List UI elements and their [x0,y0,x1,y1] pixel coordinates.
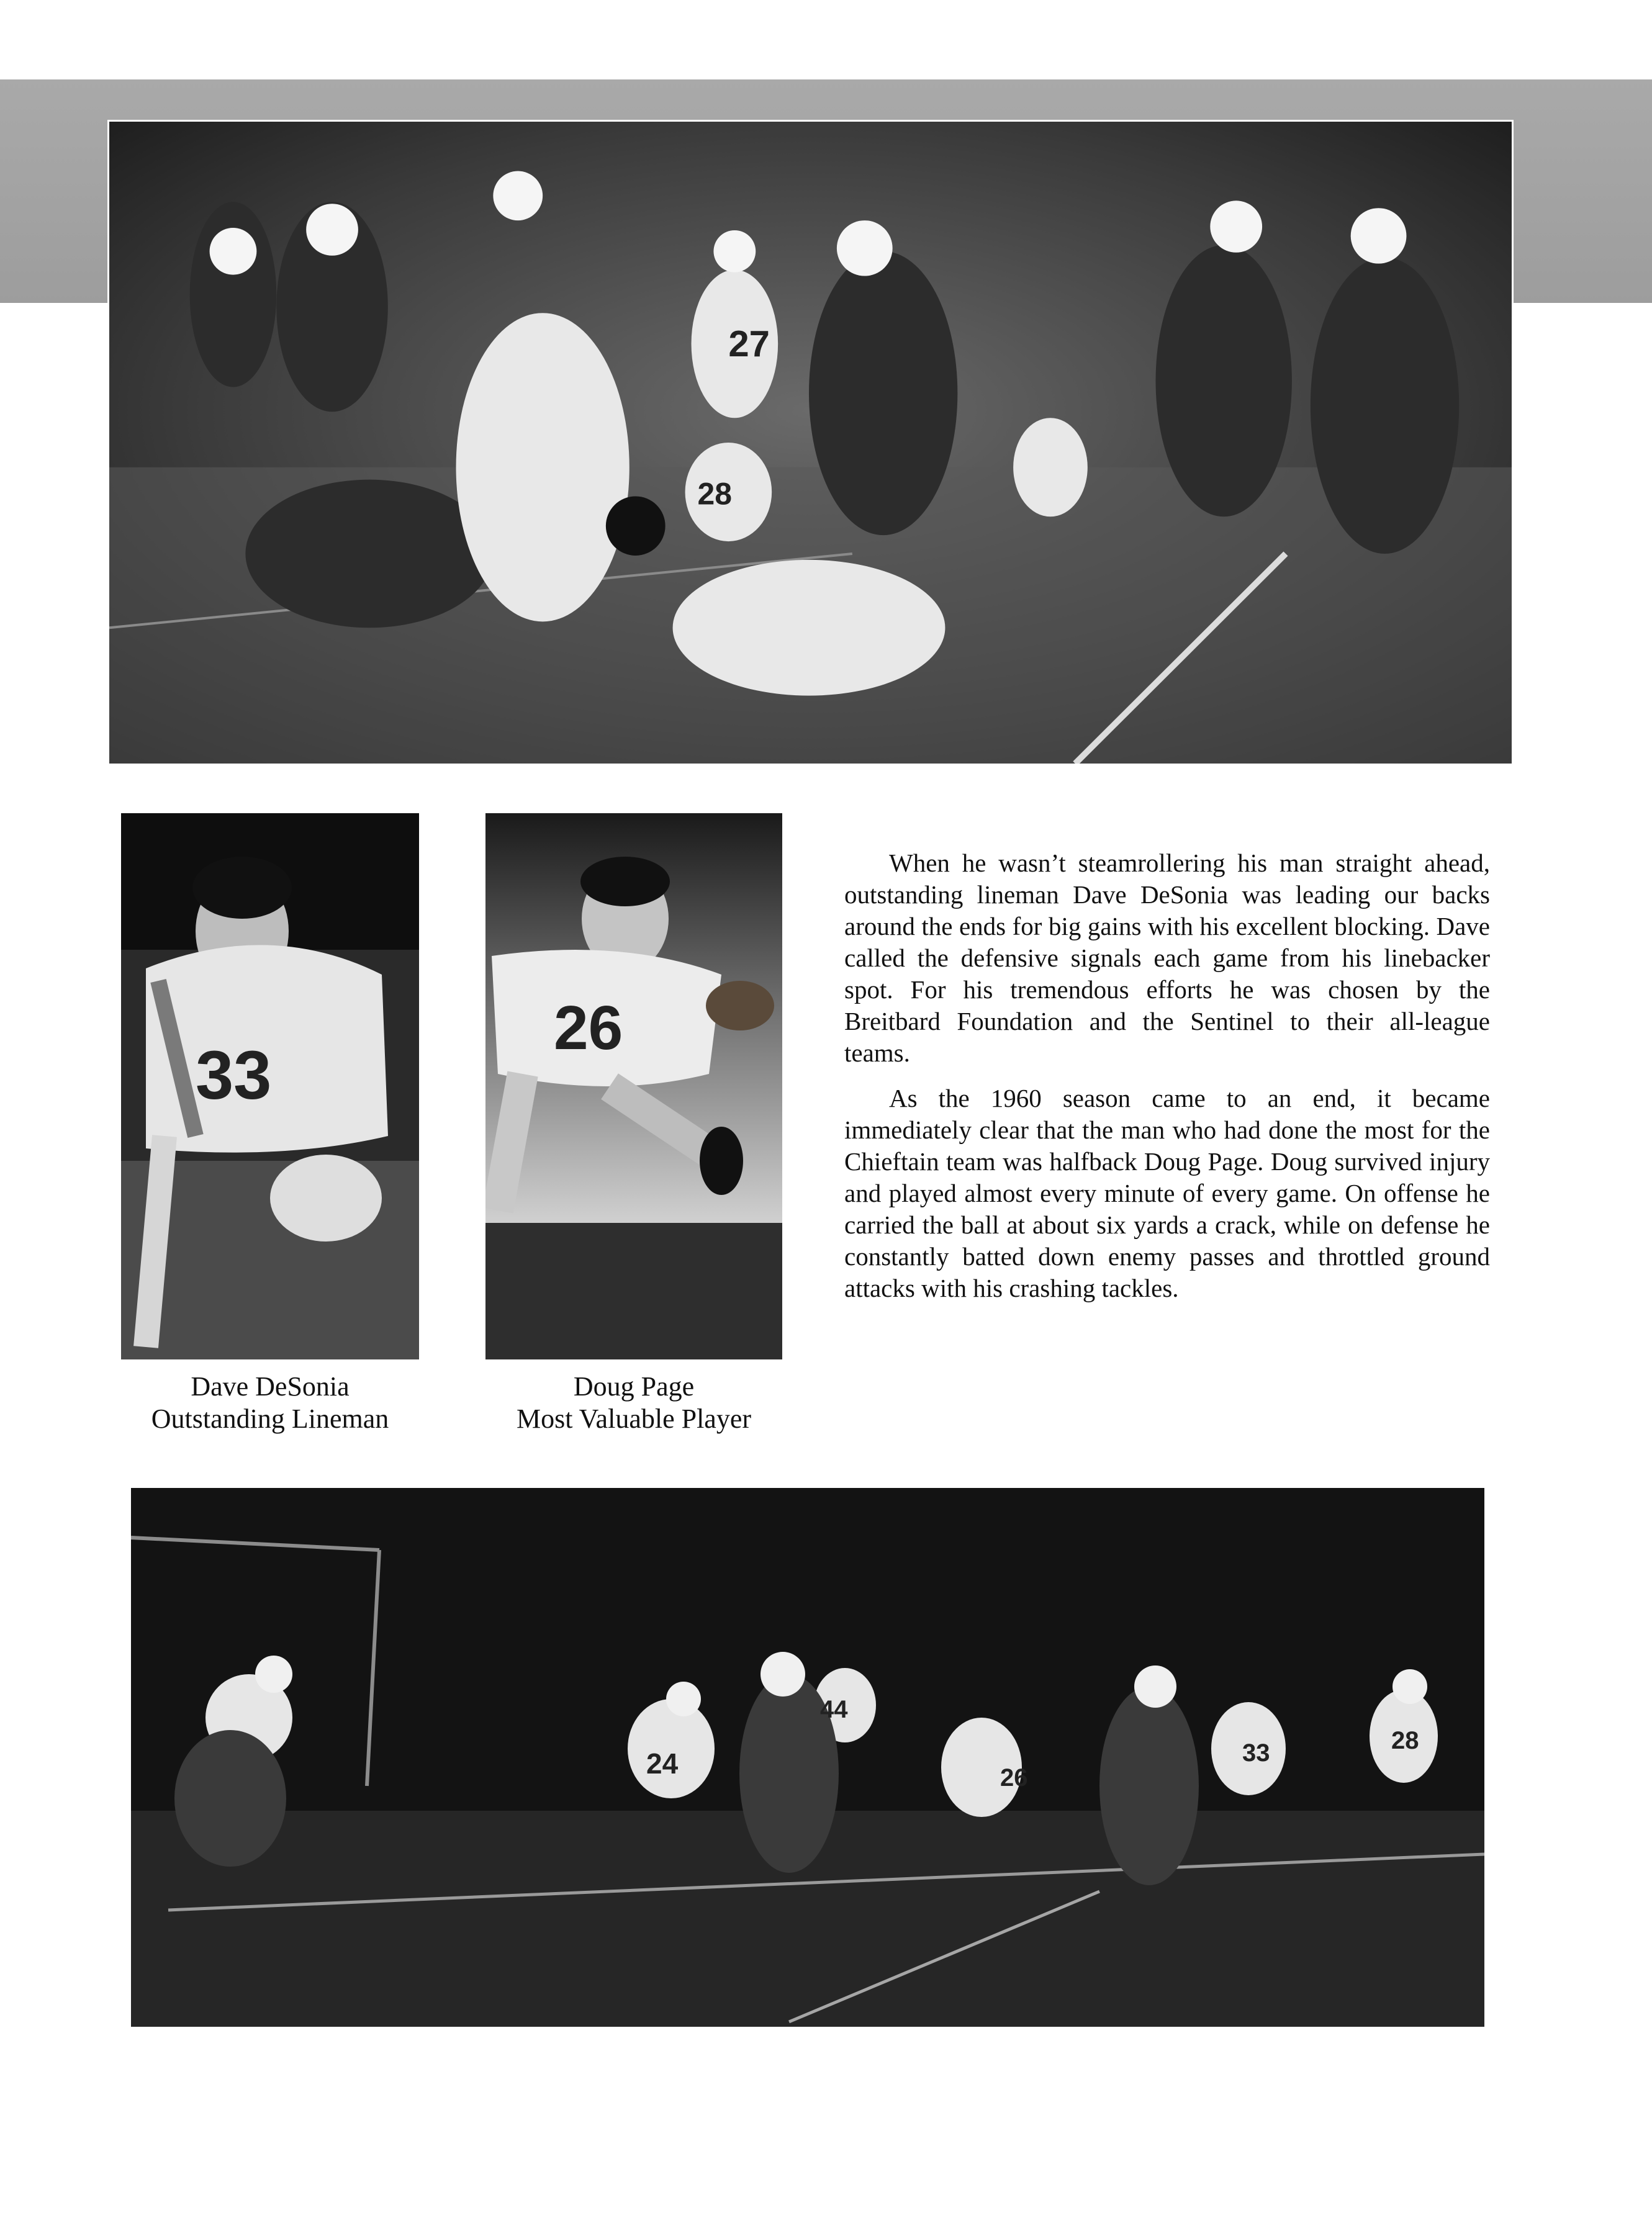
jersey-33-bottom: 33 [1242,1739,1270,1767]
lineman-portrait-photo-icon [121,813,419,1359]
jersey-44: 44 [820,1696,848,1723]
desonia-caption-title: Outstanding Lineman [151,1404,389,1434]
page-caption [473,1371,795,1435]
article-paragraph-2: As the 1960 season came to an end, it became immediately clear that the man who had done the most for the Chieftain team was halfback Doug Page. Doug survived injury and played almost every minute of every game. On offense he carried the ball at about six yards a crack, while on defense he constantly batted down enemy passes and throttled ground attacks with his crashing tackles. [844,1084,1490,1302]
night-game-photo-icon [131,1488,1484,2027]
desonia-caption-name: Dave DeSonia [191,1371,350,1402]
jersey-28: 28 [697,476,732,512]
jersey-28-bottom: 28 [1391,1727,1419,1754]
page-caption-name: Doug Page [573,1371,695,1402]
jersey-26-bottom: 26 [1000,1764,1028,1792]
page-caption-title: Most Valuable Player [516,1404,752,1434]
jersey-26: 26 [554,993,623,1063]
desonia-portrait-photo [121,813,419,1359]
jersey-33: 33 [196,1037,272,1114]
football-action-photo-icon [109,122,1512,764]
desonia-caption [109,1371,431,1435]
halfback-portrait-photo-icon [485,813,782,1359]
bottom-game-photo [131,1488,1484,2027]
article-paragraph-1: When he wasn’t steamrollering his man straight ahead, outstanding lineman Dave DeSonia was leading our backs around the ends for big gains with his excellent blocking. Dave called the defensive signals each game from his linebacker spot. For his tremendous efforts he was chosen by the Breitbard Foundation and the Sentinel to their all-league teams. [844,849,1490,1067]
page-portrait-photo [485,813,782,1359]
jersey-27: 27 [728,322,770,364]
top-action-photo [107,120,1514,765]
jersey-24: 24 [646,1747,679,1780]
article-text [844,847,1490,1318]
